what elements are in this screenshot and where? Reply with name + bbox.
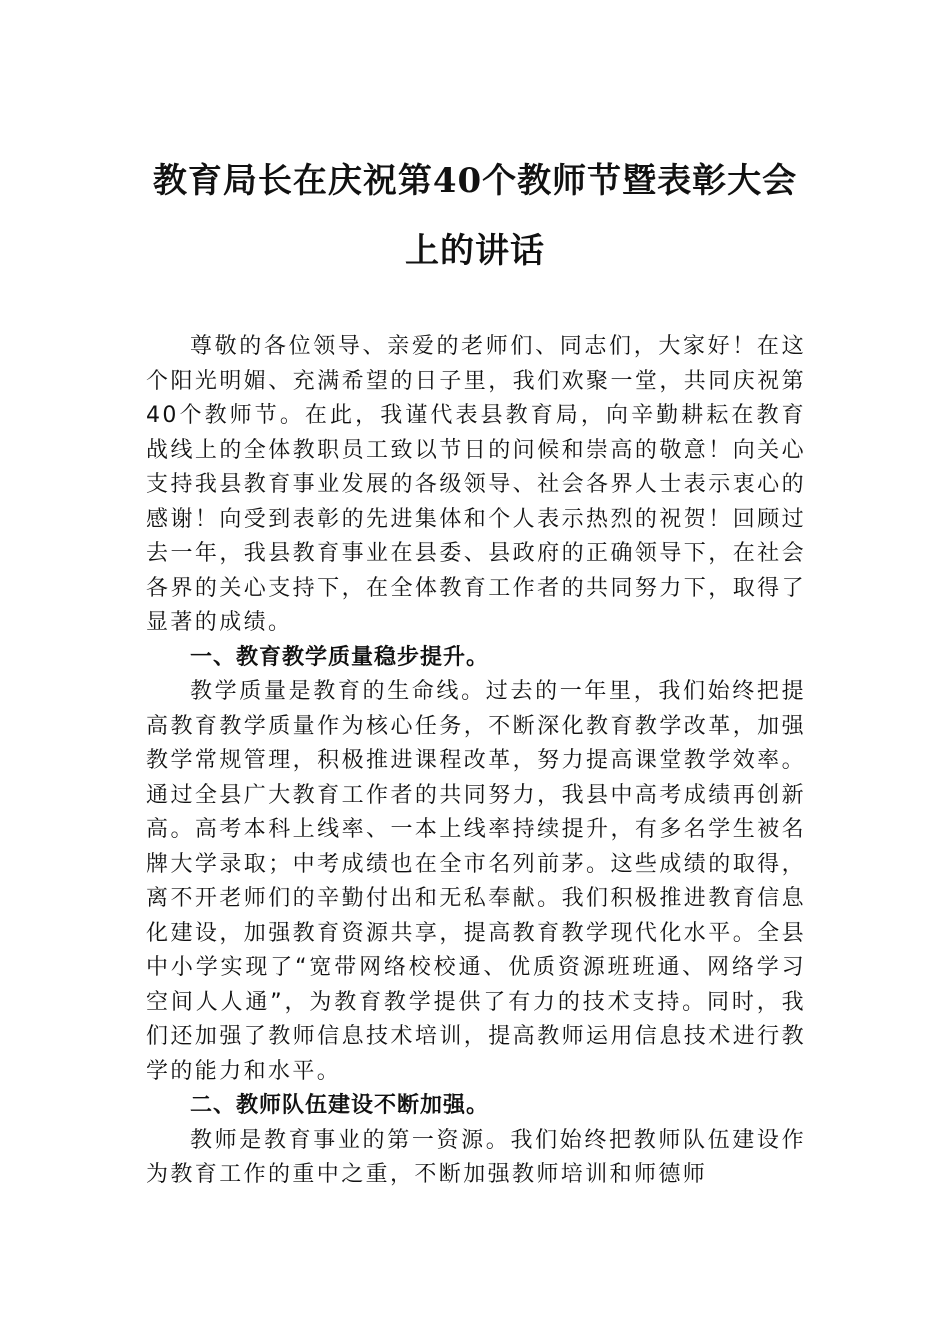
body-paragraph: 尊敬的各位领导、亲爱的老师们、同志们，大家好！在这个阳光明媚、充满希望的日子里，我们欢聚一堂，共同庆祝第40个教师节。在此，我谨代表县教育局，向辛勤耕耘在教育战线上的全体教职员工致以节日的问候和崇高的敬意！向关心支持我县教育事业发展的各级领导、社会各界人士表示衷心的感谢！向受到表彰的先进集体和个人表示热烈的祝贺！回顾过去一年，我县教育事业在县委、县政府的正确领导下，在社会各界的关心支持下，在全体教育工作者的共同努力下，取得了显著的成绩。: [146, 334, 806, 635]
document-body: [146, 330, 806, 1193]
section-heading: 二、教师队伍建设不断加强。: [190, 1093, 490, 1118]
section-heading: 一、教育教学质量稳步提升。: [190, 644, 490, 670]
body-paragraph: 教学质量是教育的生命线。过去的一年里，我们始终把提高教育教学质量作为核心任务，不断深化教育教学改革，加强教学常规管理，积极推进课程改革，努力提高课堂教学效率。通过全县广大教育工作者的共同努力，我县中高考成绩再创新高。高考本科上线率、一本上线率持续提升，有多名学生被名牌大学录取；中考成绩也在全市名列前茅。这些成绩的取得，离不开老师们的辛勤付出和无私奉献。我们积极推进教育信息化建设，加强教育资源共享，提高教育教学现代化水平。全县中小学实现了“宽带网络校校通、优质资源班班通、网络学习空间人人通”，为教育教学提供了有力的技术支持。同时，我们还加强了教师信息技术培训，提高教师运用信息技术进行教学的能力和水平。: [146, 679, 806, 1084]
body-paragraph: 教师是教育事业的第一资源。我们始终把教师队伍建设作为教育工作的重中之重，不断加强教师培训和师德师: [146, 1127, 806, 1187]
document-title: [130, 146, 820, 286]
title-line-1: 教育局长在庆祝第40个教师节暨表彰大会: [152, 161, 798, 201]
title-line-2: 上的讲话: [405, 231, 545, 271]
